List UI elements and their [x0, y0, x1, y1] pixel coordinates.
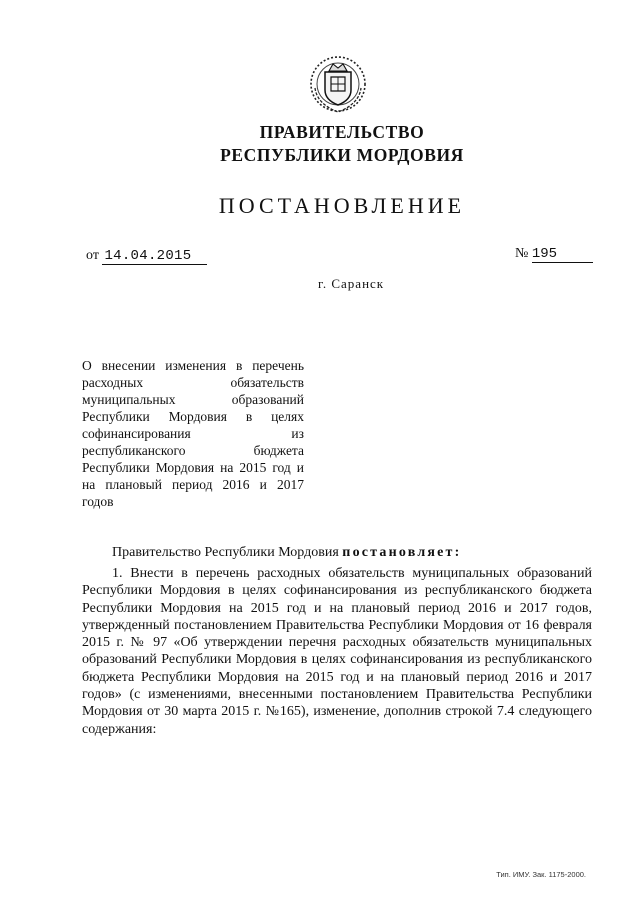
intro-line: [112, 545, 462, 561]
organization-name-line1: ПРАВИТЕЛЬСТВО: [259, 122, 425, 142]
print-note: Тип. ИМУ. Зак. 1175-2000.: [496, 870, 586, 879]
body-paragraph-1: 1. Внести в перечень расходных обязательств муниципальных образований Республики Мордовия в целях софинансирования из республиканского бюджета Республики Мордовия на 2015 год и на плановый период 2016 и 2017 годов, утвержденный постановлением Правительства Республики Мордовия от 16 февраля 2015 г. № 97 «Об утверждении перечня расходных обязательств муниципальных образований Республики Мордовия в целях софинансирования из республиканского бюджета Республики Мордовия на 2015 год и на плановый период 2016 и 2017 годов» (с изменениями, внесенными постановлением Правительства Республики Мордовия от 30 марта 2015 г. №165), изменение, дополнив строкой 7.4 следующего содержания:: [82, 566, 592, 737]
intro-verb: постановляет:: [342, 545, 462, 560]
document-subject: О внесении изменения в перечень расходных обязательств муниципальных образований Республики Мордовия в целях софинансирования из республиканского бюджета Республики Мордовия на 2015 год и на плановый период 2016 и 2017 годов: [82, 358, 304, 509]
document-date-line: [86, 248, 207, 264]
document-date: 14.04.2015: [102, 248, 207, 265]
document-type-title: ПОСТАНОВЛЕНИЕ: [218, 193, 466, 218]
intro-text: Правительство Республики Мордовия: [112, 545, 339, 560]
document-number: 195: [532, 246, 593, 263]
document-number-line: [515, 246, 593, 262]
coat-of-arms-icon: [303, 48, 373, 118]
issue-city: г. Саранск: [318, 276, 385, 291]
number-prefix: №: [515, 246, 529, 261]
date-prefix: от: [86, 248, 99, 263]
organization-name-line2: РЕСПУБЛИКИ МОРДОВИЯ: [220, 145, 464, 165]
